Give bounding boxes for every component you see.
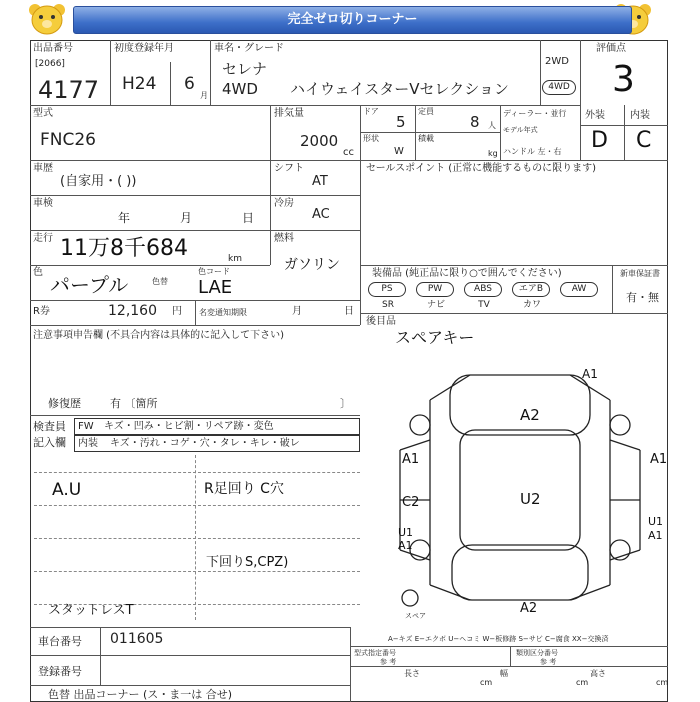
- color-exchange-label: 色替: [152, 277, 168, 286]
- chassis-label: 車台番号: [38, 635, 82, 648]
- history-value: (自家用・( )): [60, 174, 137, 189]
- equipment-item-b2: TV: [478, 300, 490, 310]
- recycle-unit: 円: [172, 306, 182, 317]
- diagram-a1-right: A1: [650, 452, 668, 467]
- car-name: セレナ: [222, 60, 268, 78]
- dim-height-unit: cm: [656, 678, 669, 687]
- aircon-value: AC: [312, 207, 330, 222]
- inspector-fw-items: キズ・凹み・ヒビ割・リペア跡・変色: [104, 421, 274, 432]
- car-label: 車名・グレード: [214, 43, 284, 54]
- diagram-a2-bottom: A2: [520, 601, 538, 616]
- class-number-label: 類別区分番号: [516, 649, 558, 657]
- interior-label: 内装: [630, 110, 650, 121]
- name-change-month: 月: [292, 306, 302, 317]
- shift-label: シフト: [274, 163, 304, 174]
- chassis-value: 011605: [110, 631, 164, 647]
- diagram-c2-left: C2: [402, 495, 420, 510]
- note-lower: 下回りS,CPZ): [206, 555, 289, 570]
- doors-label: ドア: [363, 107, 379, 116]
- mileage-label: 走行: [33, 233, 53, 244]
- model-label: 型式: [33, 108, 53, 119]
- load-unit: kg: [488, 149, 498, 158]
- diagram-a2-top: A2: [520, 406, 540, 424]
- footer-text: 色替 出品コーナー (ス・ま一は 合せ): [48, 688, 233, 701]
- capacity-unit: 人: [488, 121, 496, 130]
- diagram-u1-right: U1: [648, 515, 664, 528]
- capacity-label: 定員: [418, 107, 434, 116]
- car-drive: 4WD: [222, 80, 258, 98]
- note-r-side: R足回り C穴: [204, 481, 284, 497]
- drive-2wd: 2WD: [545, 56, 569, 67]
- drive-4wd-circled: 4WD: [542, 80, 576, 95]
- interior-tag: 内装: [78, 438, 98, 449]
- equipment-item-a1: PW: [416, 282, 454, 297]
- shift-value: AT: [312, 174, 328, 189]
- shape-value: W: [394, 146, 404, 157]
- new-warranty-label: 新車保証書: [620, 269, 660, 278]
- fuel-value: ガソリン: [284, 257, 340, 273]
- fuel-label: 燃料: [274, 233, 294, 244]
- equipment-item-a3: エアB: [512, 282, 550, 297]
- first-reg-label: 初度登録年月: [114, 43, 174, 54]
- car-grade: ハイウェイスターVセレクション: [290, 80, 509, 98]
- inspection-day: 日: [242, 211, 255, 225]
- load-label: 積載: [418, 134, 434, 143]
- diagram-wheel-fr: [610, 415, 630, 435]
- diagram-a1-right2: A1: [648, 529, 663, 542]
- repair-label: 修復歴: [48, 397, 81, 410]
- doors-value: 5: [396, 113, 406, 131]
- equipment-item-a0: PS: [368, 282, 406, 297]
- shape-label: 形状: [363, 134, 379, 143]
- diagram-roof-front: [450, 375, 590, 435]
- inspection-year: 年: [118, 211, 131, 225]
- dealer-label: ディーラー・並行: [503, 109, 567, 118]
- inspection-label: 車検: [33, 198, 53, 209]
- mascot-bear-left-icon: [26, 2, 68, 36]
- mileage-unit: km: [228, 254, 242, 264]
- color-label: 色: [33, 267, 43, 278]
- lot-sub: [2066]: [35, 59, 65, 69]
- name-change-day: 日: [344, 306, 354, 317]
- banner-title: 完全ゼロ切りコーナー: [73, 6, 632, 34]
- type-designation-ref: 参 考: [380, 658, 397, 666]
- repair-close: 〕: [340, 397, 351, 410]
- exterior-label: 外装: [585, 110, 605, 121]
- diagram-spare-wheel: [402, 590, 418, 606]
- car-damage-diagram: [370, 360, 668, 620]
- diagram-u2-center: U2: [520, 490, 541, 508]
- inspector-fw: FW: [78, 421, 94, 432]
- history-label: 車歴: [33, 163, 53, 174]
- first-reg-unit: 月: [200, 91, 208, 100]
- recycle-label: R券: [33, 306, 50, 317]
- diagram-u1-left: U1: [398, 526, 414, 539]
- name-change-label: 名変通知期限: [199, 308, 247, 317]
- equipment-item-a4: AW: [560, 282, 598, 297]
- diagram-a1-left: A1: [402, 452, 420, 467]
- equipment-label: 装備品 (純正品に限り○で囲んでください): [372, 268, 562, 279]
- inspection-month: 月: [180, 211, 193, 225]
- dim-length-unit: cm: [480, 678, 493, 687]
- diagram-a1-top: A1: [582, 367, 598, 381]
- diagram-a1-left2: A1: [398, 539, 413, 552]
- damage-legend: A−キズ E−エクボ U−ヘコミ W−板修跡 S−サビ C−腐食 XX−交換済: [388, 635, 609, 643]
- interior-items: キズ・汚れ・コゲ・穴・タレ・キレ・破レ: [110, 438, 300, 449]
- equipment-item-b0: SR: [382, 300, 394, 310]
- recycle-value: 12,160: [108, 303, 157, 319]
- exterior-grade: D: [591, 128, 608, 153]
- new-warranty-value: 有・無: [626, 291, 659, 304]
- color-code-value: LAE: [198, 277, 233, 298]
- evaluation-score: 3: [612, 59, 635, 100]
- mileage-value: 11万8千684: [60, 236, 188, 261]
- color-code-label: 色コード: [198, 267, 230, 276]
- dim-width: 幅: [500, 669, 508, 678]
- capacity-value: 8: [470, 113, 480, 131]
- lot-label: 出品番号: [33, 43, 73, 54]
- rear-seat-value: スペアキー: [395, 328, 475, 347]
- diagram-roof-rear: [452, 545, 588, 600]
- type-designation-label: 型式指定番号: [354, 649, 396, 657]
- color-value: パープル: [50, 273, 129, 297]
- registration-label: 登録番号: [38, 665, 82, 678]
- handle-label: ハンドル 左・右: [503, 147, 562, 156]
- displacement-unit: cc: [343, 147, 354, 158]
- equipment-item-b3: カワ: [522, 300, 541, 310]
- dim-width-unit: cm: [576, 678, 589, 687]
- displacement-label: 排気量: [274, 108, 304, 119]
- class-number-ref: 参 考: [540, 658, 557, 666]
- first-reg-month: 6: [184, 74, 195, 94]
- model-value: FNC26: [40, 130, 96, 150]
- repair-value: 有 〔箇所: [110, 397, 158, 410]
- lot-number: 4177: [38, 76, 100, 104]
- first-reg-era: H24: [122, 74, 157, 94]
- notes-label: 注意事項申告欄 (不具合内容は具体的に記入して下さい): [33, 330, 284, 341]
- dim-height: 高さ: [590, 669, 606, 678]
- diagram-spare-label: スペア: [405, 612, 426, 620]
- note-au: A.U: [52, 480, 82, 500]
- equipment-item-a2: ABS: [464, 282, 502, 297]
- model-year-label: モデル年式: [503, 126, 538, 134]
- dim-length: 長さ: [404, 669, 420, 678]
- equipment-item-b1: ナビ: [426, 300, 445, 310]
- rear-seat-label: 後目品: [366, 316, 396, 327]
- displacement-value: 2000: [300, 132, 339, 150]
- entry-label: 記入欄: [33, 436, 66, 449]
- aircon-label: 冷房: [274, 198, 294, 209]
- diagram-wheel-fl: [410, 415, 430, 435]
- evaluation-label: 評価点: [596, 43, 626, 54]
- interior-grade: C: [636, 128, 652, 153]
- note-start-stop: スタットレスT: [48, 603, 134, 618]
- sales-points-label: セールスポイント (正常に機能するものに限ります): [366, 163, 597, 174]
- inspector-label: 検査員: [33, 420, 66, 433]
